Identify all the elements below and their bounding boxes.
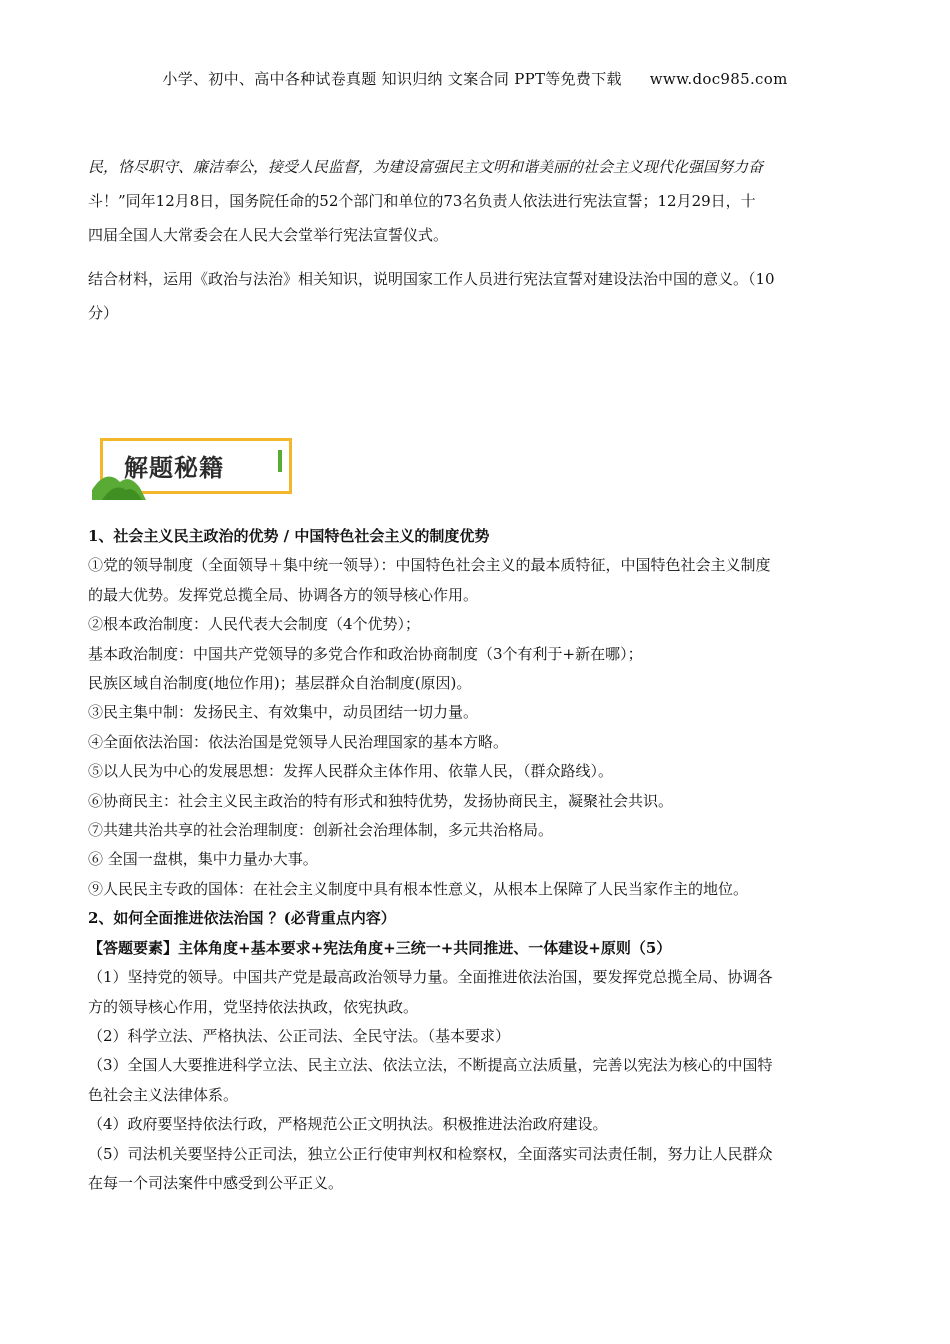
- passage-line: 四届全国人大常委会在人民大会堂举行宪法宣誓仪式。: [88, 226, 449, 244]
- list-item: ④全面依法治国：依法治国是党领导人民治理国家的基本方略。: [88, 732, 509, 751]
- list-item: ⑥协商民主：社会主义民主政治的特有形式和独特优势，发扬协商民主，凝聚社会共识。: [88, 791, 674, 810]
- passage-line: 民，恪尽职守、廉洁奉公，接受人民监督，为建设富强民主文明和谐美丽的社会主义现代化强国努力奋: [88, 158, 764, 176]
- list-item: （3）全国人大要推进科学立法、民主立法、依法立法，不断提高立法质量，完善以宪法为核心的中国特: [88, 1056, 773, 1075]
- list-item: （4）政府要坚持依法行政，严格规范公正文明执法。积极推进法治政府建设。: [88, 1115, 608, 1134]
- list-item: ②根本政治制度：人民代表大会制度（4个优势）；: [88, 615, 421, 634]
- header-url[interactable]: www.doc985.com: [649, 70, 788, 88]
- list-item: ⑨人民民主专政的国体：在社会主义制度中具有根本性意义，从根本上保障了人民当家作主的地位。: [88, 879, 749, 898]
- banner-title: 解题秘籍: [124, 454, 224, 482]
- tips-content: [88, 522, 878, 1198]
- passage-line: 斗！”同年12月8日，国务院任命的52个部门和单位的73名负责人依法进行宪法宣誓；12月29日，十: [88, 192, 756, 210]
- section-heading-1: 1、社会主义民主政治的优势 / 中国特色社会主义的制度优势: [88, 527, 490, 545]
- list-item: ③民主集中制：发扬民主、有效集中，动员团结一切力量。: [88, 703, 479, 722]
- answer-elements-heading: 【答题要素】主体角度+基本要求+宪法角度+三统一+共同推进、一体建设+原则（5）: [88, 938, 672, 957]
- page-header: [0, 68, 950, 89]
- passage: [88, 150, 868, 252]
- question-line: 分）: [88, 304, 119, 322]
- list-item: ⑦共建共治共享的社会治理制度：创新社会治理体制，多元共治格局。: [88, 821, 554, 840]
- list-item: （2）科学立法、严格执法、公正司法、全民守法。（基本要求）: [88, 1026, 511, 1045]
- list-item: ⑥ 全国一盘棋，集中力量办大事。: [88, 850, 318, 869]
- list-item: 基本政治制度：中国共产党领导的多党合作和政治协商制度（3个有利于+新在哪）；: [88, 644, 643, 663]
- header-text: 小学、初中、高中各种试卷真题 知识归纳 文案合同 PPT等免费下载: [162, 70, 622, 88]
- list-item: 的最大优势。发挥党总揽全局、协调各方的领导核心作用。: [88, 585, 479, 604]
- list-item: 民族区域自治制度(地位作用)；基层群众自治制度(原因)。: [88, 674, 472, 693]
- banner-accent-bar: [278, 450, 282, 472]
- question-line: 结合材料，运用《政治与法治》相关知识，说明国家工作人员进行宪法宣誓对建设法治中国的意义。（10: [88, 270, 775, 288]
- list-item: （5）司法机关要坚持公正司法，独立公正行使审判权和检察权，全面落实司法责任制，努力让人民群众: [88, 1144, 773, 1163]
- list-item: （1）坚持党的领导。中国共产党是最高政治领导力量。全面推进依法治国，要发挥党总揽全局、协调各: [88, 968, 773, 987]
- list-item: 方的领导核心作用，党坚持依法执政，依宪执政。: [88, 997, 419, 1016]
- list-item: 在每一个司法案件中感受到公平正义。: [88, 1173, 344, 1192]
- list-item: ⑤以人民为中心的发展思想：发挥人民群众主体作用、依靠人民，（群众路线）。: [88, 762, 614, 781]
- tips-banner: [92, 438, 296, 500]
- question: [88, 262, 868, 330]
- section-heading-2: 2、如何全面推进依法治国 ？(必背重点内容）: [88, 909, 396, 928]
- list-item: ①党的领导制度（全面领导＋集中统一领导）：中国特色社会主义的最本质特征，中国特色社会主义制度: [88, 556, 771, 575]
- list-item: 色社会主义法律体系。: [88, 1085, 239, 1104]
